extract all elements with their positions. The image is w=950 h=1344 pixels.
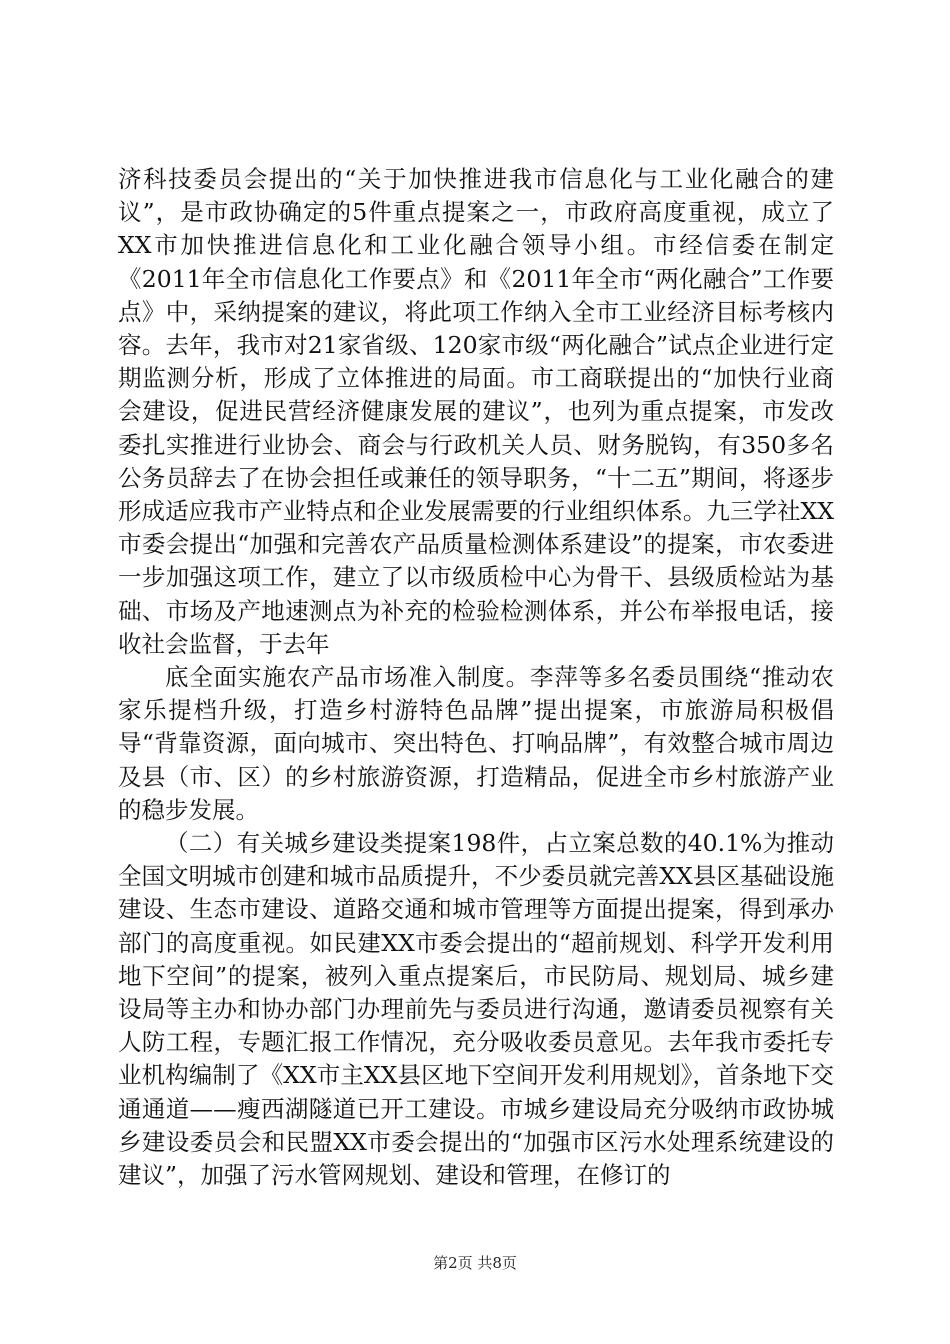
paragraph-1: 济科技委员会提出的“关于加快推进我市信息化与工业化融合的建议”，是市政协确定的5件重点提案之一，市政府高度重视，成立了XX市加快推进信息化和工业化融合领导小组。市经信委在制定《2011年全市信息化工作要点》和《2011年全市“两化融合”工作要点》中，采纳提案的建议，将此项工作纳入全市工业经济目标考核内容。去年，我市对21家省级、120家市级“两化融合”试点企业进行定期监测分析，形成了立体推进的局面。市工商联提出的“加快行业商会建设，促进民营经济健康发展的建议”，也列为重点提案，市发改委扎实推进行业协会、商会与行政机关人员、财务脱钩，有350多名公务员辞去了在协会担任或兼任的领导职务，“十二五”期间，将逐步形成适应我市产业特点和企业发展需要的行业组织体系。九三学社XX市委会提出“加强和完善农产品质量检测体系建设”的提案，市农委进一步加强这项工作，建立了以市级质检中心为骨干、县级质检站为基础、市场及产地速测点为补充的检验检测体系，并公布举报电话，接收社会监督，于去年 (118, 165, 834, 658)
page-number-footer: 第2页 共8页 (433, 1254, 517, 1272)
paragraph-2: 底全面实施农产品市场准入制度。李萍等多名委员围绕“推动农家乐提档升级，打造乡村游特色品牌”提出提案，市旅游局积极倡导“背靠资源，面向城市、突出特色、打响品牌”，有效整合城市周边及县（市、区）的乡村旅游资源，打造精品，促进全市乡村旅游产业的稳步发展。 (118, 663, 834, 824)
paragraph-3: （二）有关城乡建设类提案198件，占立案总数的40.1%为推动全国文明城市创建和城市品质提升，不少委员就完善XX县区基础设施建设、生态市建设、道路交通和城市管理等方面提出提案，得到承办部门的高度重视。如民建XX市委会提出的“超前规划、科学开发利用地下空间”的提案，被列入重点提案后，市民防局、规划局、城乡建设局等主办和协办部门办理前先与委员进行沟通，邀请委员视察有关人防工程，专题汇报工作情况，充分吸收委员意见。去年我市委托专业机构编制了《XX市主XX县区地下空间开发利用规划》，首条地下交通通道——瘦西湖隧道已开工建设。市城乡建设局充分吸纳市政协城乡建设委员会和民盟XX市委会提出的“加强市区污水处理系统建设的建议”，加强了污水管网规划、建设和管理，在修订的 (118, 829, 834, 1190)
document-body (118, 163, 834, 1192)
